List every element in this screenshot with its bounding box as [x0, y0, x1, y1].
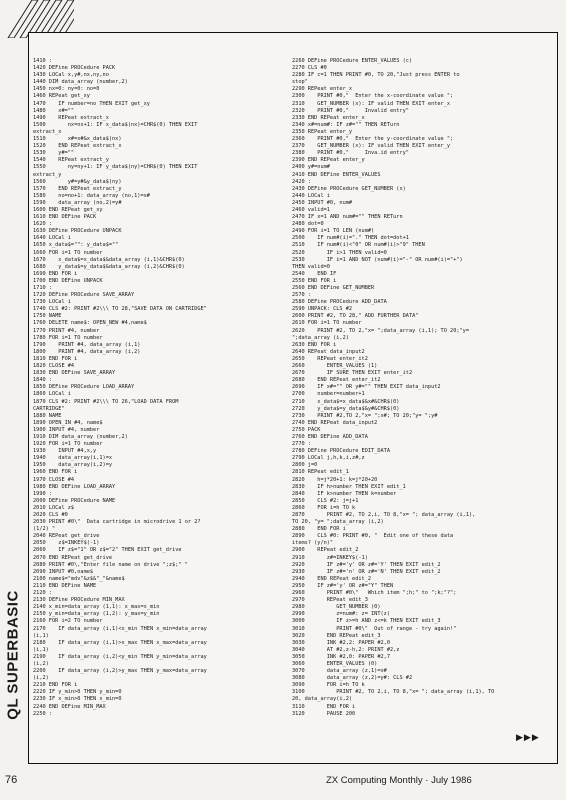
code-line: ";data_array (i,2) — [292, 334, 349, 341]
code-line: 1630 DEFine PROCedure UNPACK — [33, 228, 122, 235]
code-line: 2240 END DEFine MIN_MAX — [33, 703, 106, 710]
code-line: 2600 PRINT #2, TO 28," ADD FURTHER DATA" — [292, 313, 419, 320]
code-line: 2980 GET_NUMBER (0) — [292, 604, 381, 611]
code-line: 2880 END FOR i — [292, 526, 346, 533]
code-line: 1480 x#="" — [33, 107, 75, 114]
code-line: 1660 FOR i=1 TO number — [33, 249, 103, 256]
code-line: 1740 CLS #2: PRINT #2\\\ TO 28,"SAVE DATA ON CARTRIDGE" — [33, 306, 207, 313]
code-line: 2360 PRINT #0," Enter the y-coordinate value "; — [292, 136, 454, 143]
code-line: 1620 : — [33, 221, 52, 228]
code-line: 20, data_array(i,2) — [292, 696, 353, 703]
code-line: 1850 DEFine PROCedure LOAD_ARRAY — [33, 384, 135, 391]
code-line: 2260 DEFine PROCedure ENTER_VALUES (c) — [292, 58, 413, 64]
code-line: 1650 x_data$="": y_data$="" — [33, 242, 119, 249]
code-line: 2250 : — [33, 710, 52, 717]
code-line: 1950 data_array(i,2)=y — [33, 462, 113, 469]
code-line: 3090 FOR i=h TO k — [292, 682, 365, 689]
code-line: 2300 PRINT #0," Enter the x-coordinate value "; — [292, 93, 454, 100]
code-line: 2670 IF SURE THEN EXIT enter_it2 — [292, 370, 413, 377]
listing-left-column — [33, 58, 286, 718]
code-line: 1540 REPeat extract_y — [33, 157, 109, 164]
code-line: 2470 IF x=1 AND num#="" THEN RETurn — [292, 214, 403, 221]
section-sidebar — [0, 590, 26, 720]
code-line: 2640 REPeat data_input2 — [292, 348, 365, 355]
code-line: 1980 END DEFine LOAD_ARRAY — [33, 483, 116, 490]
code-line: (i,1) — [33, 646, 49, 653]
code-line: 1700 END DEFine UNPACK — [33, 277, 103, 284]
code-line: 2460 valid=1 — [292, 206, 330, 213]
code-line: 3010 PRINT #0\" Out of range - try again!" — [292, 625, 457, 632]
code-line: 2720 y_data$=y_data$&y#&CHR$(0) — [292, 405, 400, 412]
code-line: 2760 END DEFine ADD_DATA — [292, 433, 368, 440]
code-line: 1930 INPUT #4,x,y — [33, 448, 97, 455]
code-line: 2440 LOCal i — [292, 192, 330, 199]
code-line: 2230 IF x_min>0 THEN x_min=0 — [33, 696, 122, 703]
code-line: (i,2) — [33, 675, 49, 682]
code-line: 2630 END FOR i — [292, 341, 337, 348]
code-line: TO 20, "y= ";data_array (i,2) — [292, 519, 384, 526]
code-line: 2140 x_min=data_array (1,1): x_max=x_min — [33, 604, 160, 611]
code-line: 1550 ny=ny+1: IF y_data$(ny)=CHR$(0) THEN EXIT — [33, 164, 198, 171]
code-line: 3040 AT #2,z-h,2: PRINT #2,z — [292, 646, 400, 653]
code-line: 2060 IF z$="1" OR z$="2" THEN EXIT get_drive — [33, 547, 182, 554]
code-line: 2180 IF data_array (i,1)>x_max THEN x_max=data_array — [33, 639, 207, 646]
code-line: 1460 REPeat get_xy — [33, 93, 90, 100]
code-line: 1960 END FOR i — [33, 469, 78, 476]
code-line: 1760 DELETE name$: OPEN_NEW #4,name$ — [33, 320, 147, 327]
code-line: 3120 PAUSE 200 — [292, 710, 356, 717]
code-line: 1600 END REPeat get_xy — [33, 206, 103, 213]
code-line: stop" — [292, 79, 308, 86]
code-line: 2940 END REPeat edit_2 — [292, 575, 372, 582]
code-line: extract_x — [33, 128, 62, 135]
code-line: 2190 IF data_array (i,2)<y_min THEN y_min=data_array — [33, 653, 207, 660]
code-line: 2100 name$="mdv"&z$&"_"&name$ — [33, 575, 125, 582]
code-line: 2040 REPeat get_drive — [33, 533, 100, 540]
code-line: 2620 PRINT #2, TO 2,"x= ";data_array (i,1); TO 20;"y= — [292, 327, 470, 334]
code-line: 2210 END FOR i — [33, 682, 78, 689]
code-line: 1570 END REPeat extract_y — [33, 185, 122, 192]
code-line: 1810 END FOR i — [33, 355, 78, 362]
code-line: 2340 x#=num#: IF z#="" THEN RETurn — [292, 121, 400, 128]
code-line: 3080 data_array (z,2)=y#: CLS #2 — [292, 675, 413, 682]
code-line: 2490 FOR i=1 TO LEN (num#) — [292, 228, 375, 235]
code-line: 1970 CLOSE #4 — [33, 476, 75, 483]
section-label: QL SUPERBASIC — [4, 590, 22, 720]
code-line: 2220 IF y_min>0 THEN y_min=0 — [33, 689, 122, 696]
code-line: CARTRIDGE" — [33, 405, 65, 412]
code-line: 2790 LOCal j,h,k,i,z#,z — [292, 455, 365, 462]
code-line: 2530 IF i=1 AND NOT (num#(i)="-" OR num#(i)="+") — [292, 256, 463, 263]
code-line: 2280 IF c=1 THEN PRINT #0, TO 20,"Just press ENTER to — [292, 72, 460, 79]
code-line: 1670 x_data$=x_data$&data_array (i,1)&CHR$(0) — [33, 256, 185, 263]
code-line: 1750 NAME — [33, 313, 62, 320]
code-line: 2480 dot=0 — [292, 221, 324, 228]
code-line: 1510 x#=x#&x_data$(nx) — [33, 136, 122, 143]
code-line: 2920 IF z#='y' OR z#='Y' THEN EXIT edit_2 — [292, 561, 441, 568]
code-line: 1470 IF number=no THEN EXIT get_xy — [33, 100, 150, 107]
code-line: 2680 END REPeat enter_it2 — [292, 377, 381, 384]
code-line: 2610 FOR i=1 TO number — [292, 320, 362, 327]
code-line: 1840 : — [33, 377, 52, 384]
code-line: 1770 PRINT #4, number — [33, 327, 100, 334]
code-line: 2860 FOR i=h TO k — [292, 504, 356, 511]
code-line: 1790 PRINT #4, data_array (i,1) — [33, 341, 141, 348]
code-line: 2820 h=j*20+1: k=j*20+20 — [292, 476, 378, 483]
code-line: 1780 FOR i=1 TO number — [33, 334, 103, 341]
code-line: 1530 y#="" — [33, 150, 75, 157]
code-line: 2710 x_data$=x_data$&x#&CHR$(0) — [292, 398, 400, 405]
code-line: 1940 data_array(i,1)=x — [33, 455, 113, 462]
code-line: 2550 END FOR i — [292, 277, 337, 284]
code-line: 1640 LOCal i — [33, 235, 71, 242]
code-line: 2780 DEFine PROCedure EDIT_DATA — [292, 448, 390, 455]
code-line: 2150 y_min=data_array (1,2): y_max=y_min — [33, 611, 160, 618]
code-line: 2010 LOCal z$ — [33, 504, 75, 511]
code-line: 2560 END DEFine GET_NUMBER — [292, 285, 375, 291]
code-line: 1560 y#=y#&y_data$(ny) — [33, 178, 122, 185]
code-line: 1860 LOCal i — [33, 391, 71, 398]
code-line: 1590 data_array (no,2)=y# — [33, 199, 122, 206]
code-line: 2080 PRINT #0\,"Enter file name on drive ";z$;" " — [33, 561, 188, 568]
code-line: extract_y — [33, 171, 62, 178]
code-line: 1500 nx=nx+1: IF x_data$(nx)=CHR$(0) THEN EXIT — [33, 121, 198, 128]
code-line: 1420 DEFine PROCedure PACK — [33, 65, 116, 72]
code-line: 1430 LOCal x,y#,nx,ny,no — [33, 72, 109, 79]
code-line: 2810 REPeat edit_1 — [292, 469, 349, 476]
code-line: 2090 INPUT #0,name$ — [33, 568, 94, 575]
code-line: 1720 DEFine PROCedure SAVE_ARRAY — [33, 292, 135, 299]
code-line: items? (y/n)" — [292, 540, 334, 547]
code-line: (i,1) — [33, 632, 49, 639]
code-line: 2700 number=number+1 — [292, 391, 365, 398]
code-line: 2000 DEFine PROCedure NAME — [33, 497, 116, 504]
code-line: 1910 DIM data_array (number,2) — [33, 433, 128, 440]
code-line: 2050 z$=INKEY$(-1) — [33, 540, 100, 547]
code-line: 1710 : — [33, 285, 52, 291]
code-line: 1410 : — [33, 58, 52, 64]
code-line: 2750 PACK — [292, 426, 321, 433]
code-line: 2520 IF i>1 THEN valid=0 — [292, 249, 387, 256]
code-line: 2770 : — [292, 441, 311, 448]
listing-right-column — [292, 58, 545, 718]
code-line: 2110 END DEFine NAME — [33, 582, 97, 589]
code-line: 1580 no=no+1: data_array (no,1)=x# — [33, 192, 150, 199]
code-line: 1450 nx=0: ny=0: no=0 — [33, 86, 100, 93]
code-line: 1990 : — [33, 490, 52, 497]
code-line: 2390 END REPeat enter_y — [292, 157, 365, 164]
code-line: 2950 IF z#='y' OR z#="Y" THEN — [292, 582, 394, 589]
code-line: 2410 END DEFine ENTER_VALUES — [292, 171, 381, 178]
code-line: 2070 END REPeat get_drive — [33, 554, 113, 561]
code-line: 2510 IF num#(i)<"0" OR num#(i)>"9" THEN — [292, 242, 425, 249]
code-line: THEN valid=0 — [292, 263, 330, 270]
code-line: 1690 END FOR i — [33, 270, 78, 277]
code-line: 2120 : — [33, 590, 52, 597]
code-line: 2970 REPeat edit_3 — [292, 597, 368, 604]
code-line: 2900 REPeat edit_2 — [292, 547, 359, 554]
code-line: 2350 REPeat enter_y — [292, 128, 353, 135]
code-line: 2500 IF num#(i)="." THEN dot=dot+1 — [292, 235, 409, 242]
code-line: 2320 PRINT #0," Invalid entry" — [292, 107, 409, 114]
code-line: 2310 GET_NUMBER (x): IF valid THEN EXIT enter_x — [292, 100, 451, 107]
code-line: 2830 IF h>number THEN EXIT edit_1 — [292, 483, 406, 490]
code-line: 1820 CLOSE #4 — [33, 363, 75, 370]
code-line: 2850 CLS #2: j=j+1 — [292, 497, 359, 504]
code-line: 2910 z#=INKEY$(-1) — [292, 554, 368, 561]
code-line: 2290 REPeat enter_x — [292, 86, 353, 93]
code-line: 1900 INPUT #4, number — [33, 426, 100, 433]
code-line: 2650 REPeat enter_it2 — [292, 355, 368, 362]
code-line: 2380 PRINT #0," Inva.id entry" — [292, 150, 409, 157]
code-line: 2400 y#=num# — [292, 164, 330, 171]
code-line: 1880 NAME — [33, 412, 62, 419]
code-line: (i,2) — [33, 660, 49, 667]
code-line: (1/2) " — [33, 526, 56, 533]
continue-arrows-icon: ▶▶▶ — [516, 732, 540, 742]
code-line: 2330 END REPeat enter_x — [292, 114, 365, 121]
code-line: 2420 : — [292, 178, 311, 185]
code-line: 3030 INK #2,2: PAPER #2,0 — [292, 639, 390, 646]
code-line: 2540 END IF — [292, 270, 337, 277]
code-line: 3100 PRINT #2, TO 2,i, TO 8,"x= "; data_array (i,1), TO — [292, 689, 495, 696]
code-line: 2660 ENTER_VALUES (1) — [292, 363, 378, 370]
code-line: 2030 PRINT #0\" Data cartridge in microdrive 1 or 2? — [33, 519, 201, 526]
code-line: 1610 END DEFine PACK — [33, 214, 97, 221]
code-line: 2840 IF k>number THEN k=number — [292, 490, 397, 497]
code-line: 2020 CLS #0 — [33, 512, 68, 518]
code-line: 1830 END DEFine SAVE_ARRAY — [33, 370, 116, 377]
footer-publication: ZX Computing Monthly · July 1986 — [326, 775, 472, 786]
code-line: 2130 DEFine PROCedure MIN_MAX — [33, 597, 125, 604]
code-line: 2870 PRINT #2, TO 2,i, TO 8,"x= "; data_array (i,1), — [292, 512, 476, 518]
code-line: 2690 IF x#="" OR y#="" THEN EXIT data_input2 — [292, 384, 441, 391]
code-line: 2800 j=0 — [292, 462, 318, 469]
code-line: 2740 END REPeat data_input2 — [292, 419, 378, 426]
code-line: 3000 IF z>=h AND z<=k THEN EXIT edit_3 — [292, 618, 441, 625]
code-line: 1730 LOCal i — [33, 299, 71, 306]
code-line: 2450 INPUT #0, num# — [292, 199, 353, 206]
code-line: 2590 UNPACK: CLS #2 — [292, 306, 353, 313]
code-line: 1490 REPeat extract_x — [33, 114, 109, 121]
code-line: 2430 DEFine PROCedure GET_NUMBER (x) — [292, 185, 406, 192]
code-line: 2160 FOR i=2 TO number — [33, 618, 103, 625]
code-line: 2990 z=num#: z= INT(z) — [292, 611, 390, 618]
code-line: 2960 PRINT #0\" Which item ";h;" to ";k;"?"; — [292, 590, 457, 597]
code-line: 1890 OPEN_IN #4, name$ — [33, 419, 103, 426]
code-line: 2580 DEFine PROCedure ADD_DATA — [292, 299, 387, 306]
code-line: 2570 : — [292, 292, 311, 299]
code-line: 1800 PRINT #4, data_array (i,2) — [33, 348, 141, 355]
code-line: 1920 FOR i=1 TO number — [33, 441, 103, 448]
code-line: 2170 IF data_array (i,1)<x_min THEN x_min=data_array — [33, 625, 207, 632]
page-number: 76 — [5, 774, 18, 786]
code-line: 2270 CLS #0 — [292, 65, 327, 72]
code-line: 1680 y_data$=y_data$&data_array (i,2)&CHR$(0) — [33, 263, 185, 270]
code-line: 2370 GET_NUMBER (x): IF valid THEN EXIT enter_y — [292, 143, 451, 150]
code-line: 3060 ENTER_VALUES (0) — [292, 660, 378, 667]
code-line: 2200 IF data_array (i,2)>y_max THEN y_max=data_array — [33, 668, 207, 675]
code-line: 3110 END FOR i — [292, 703, 356, 710]
code-line: 2890 CLS #0: PRINT #0, " Edit one of these data — [292, 533, 454, 540]
code-line: 1520 END REPeat extract_x — [33, 143, 122, 150]
code-line: 3070 data_array (z,1)=x# — [292, 668, 387, 675]
code-line: 3050 INK #2,0: PAPER #2,7 — [292, 653, 390, 660]
code-line: 2730 PRINT #2,TO 2,"x= ";x#; TO 20;"y= ";y# — [292, 412, 438, 419]
code-line: 3020 END REPeat edit_3 — [292, 632, 381, 639]
code-line: 1870 CLS #2: PRINT #2\\\ TO 26,"LOAD DATA FROM — [33, 398, 179, 405]
code-line: 1440 DIM data_array (number,2) — [33, 79, 128, 86]
code-line: 2930 IF z#='n' OR z#='N' THEN EXIT edit_2 — [292, 568, 441, 575]
